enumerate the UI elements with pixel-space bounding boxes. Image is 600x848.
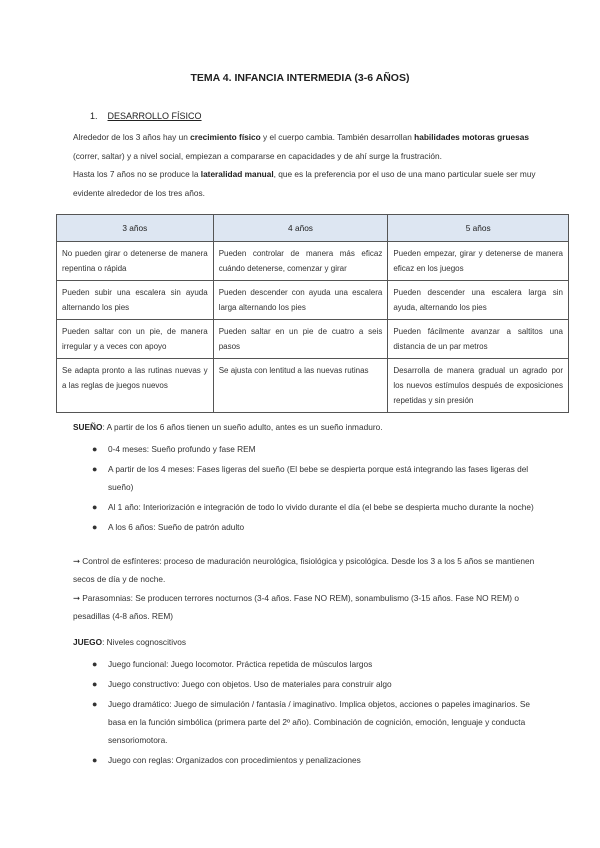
bold-term: lateralidad manual: [200, 169, 274, 179]
bold-term: habilidades motoras gruesas: [414, 132, 529, 142]
text-run: (correr, saltar) y a nivel social, empiezan a compararse en capacidades y de ahí surge la frustración.: [73, 151, 442, 161]
sleep-intro: [73, 422, 383, 432]
list-item: [92, 518, 538, 536]
motor-skills-table: [56, 214, 569, 413]
list-item-text: Juego funcional: Juego locomotor. Práctica repetida de músculos largos: [108, 659, 373, 669]
table-header: 3 años: [57, 215, 214, 242]
list-item: [92, 655, 538, 673]
bullet-icon: ●: [92, 522, 98, 532]
bullet-icon: ●: [92, 444, 98, 454]
list-item-text: Al 1 año: Interiorización e integración de todo lo vivido durante el día (el bebe se despierta mucho durante la noche): [108, 502, 534, 512]
bullet-icon: ●: [92, 679, 98, 689]
table-cell: Pueden saltar con un pie, de manera irregular y a veces con apoyo: [57, 320, 214, 359]
text-run: Alrededor de los 3 años hay un: [73, 132, 191, 142]
play-intro: [73, 637, 186, 647]
play-list: [92, 655, 538, 769]
table-cell: Se adapta pronto a las rutinas nuevas y a las reglas de juegos nuevos: [57, 359, 214, 413]
section-title: DESARROLLO FÍSICO: [107, 111, 202, 121]
table-cell: Pueden descender con ayuda una escalera larga alternando los pies: [213, 281, 388, 320]
table-cell: Pueden controlar de manera más eficaz cuándo detenerse, comenzar y girar: [213, 242, 388, 281]
list-item-text: A partir de los 4 meses: Fases ligeras del sueño (El bebe se despierta porque está integrando las fases ligeras del sueño): [108, 464, 529, 492]
list-item: [92, 460, 538, 496]
list-item: [92, 675, 538, 693]
bullet-icon: ●: [92, 755, 98, 765]
paragraph-growth: [73, 128, 543, 166]
sleep-text: : A partir de los 6 años tienen un sueño adulto, antes es un sueño inmaduro.: [102, 422, 383, 432]
table-cell: Pueden fácilmente avanzar a saltitos una distancia de un par metros: [388, 320, 569, 359]
table-cell: Pueden saltar en un pie de cuatro a seis pasos: [213, 320, 388, 359]
list-item: [92, 440, 538, 458]
table-header: 4 años: [213, 215, 388, 242]
sleep-list: [92, 440, 538, 536]
list-item: [92, 695, 538, 749]
list-item-text: Juego constructivo: Juego con objetos. Uso de materiales para construir algo: [108, 679, 392, 689]
list-item: [92, 751, 538, 769]
table-cell: Se ajusta con lentitud a las nuevas rutinas: [213, 359, 388, 413]
table-cell: Desarrolla de manera gradual un agrado por los nuevos estímulos después de exposiciones repetidas y sin presión: [388, 359, 569, 413]
list-item: [92, 498, 538, 516]
bold-term: crecimiento físico: [190, 132, 261, 142]
parasomnias-note: ➞ Parasomnias: Se producen terrores nocturnos (3-4 años. Fase NO REM), sonambulismo (3-15 años. Fase NO REM) o pesadillas (4-8 años. REM): [73, 593, 519, 621]
play-label: JUEGO: [73, 637, 103, 647]
bullet-icon: ●: [92, 659, 98, 669]
list-item-text: Juego con reglas: Organizados con procedimientos y penalizaciones: [108, 755, 361, 765]
text-run: y el cuerpo cambia. También desarrollan: [260, 132, 415, 142]
table-row: [57, 242, 569, 281]
sleep-label: SUEÑO: [73, 422, 103, 432]
table-cell: Pueden empezar, girar y detenerse de manera eficaz en los juegos: [388, 242, 569, 281]
table-row: [57, 281, 569, 320]
section-heading: [90, 111, 202, 121]
sphincter-control-note: ➞ Control de esfínteres: proceso de maduración neurológica, fisiológica y psicológica. Desde los 3 a los 5 años se mantienen secos de día y de noche.: [73, 556, 535, 584]
table-row: [57, 320, 569, 359]
bullet-icon: ●: [92, 464, 98, 474]
table-cell: Pueden subir una escalera sin ayuda alternando los pies: [57, 281, 214, 320]
bullet-icon: ●: [92, 699, 98, 709]
text-run: Hasta los 7 años no se produce la: [73, 169, 201, 179]
play-text: : Niveles cognoscitivos: [102, 637, 186, 647]
page-title: TEMA 4. INFANCIA INTERMEDIA (3-6 AÑOS): [190, 72, 410, 84]
table-header: 5 años: [388, 215, 569, 242]
table-row: [57, 359, 569, 413]
text-run: , que es la preferencia por el uso de una mano particular suele ser muy evidente alrededor de los tres años.: [73, 169, 536, 198]
table-header-row: [57, 215, 569, 242]
list-item-text: Juego dramático: Juego de simulación / fantasía / imaginativo. Implica objetos, acciones o papeles imaginarios. Se basa en la función simbólica (primera parte del 2º año). Combinación de cognición, emoción, lenguaje y conducta sensoriomotora.: [108, 699, 530, 745]
list-item-text: 0-4 meses: Sueño profundo y fase REM: [108, 444, 256, 454]
table-cell: No pueden girar o detenerse de manera repentina o rápida: [57, 242, 214, 281]
table-cell: Pueden descender una escalera larga sin ayuda, alternando los pies: [388, 281, 569, 320]
section-number: 1.: [90, 111, 98, 121]
list-item-text: A los 6 años: Sueño de patrón adulto: [108, 522, 245, 532]
paragraph-laterality: [73, 165, 543, 203]
bullet-icon: ●: [92, 502, 98, 512]
